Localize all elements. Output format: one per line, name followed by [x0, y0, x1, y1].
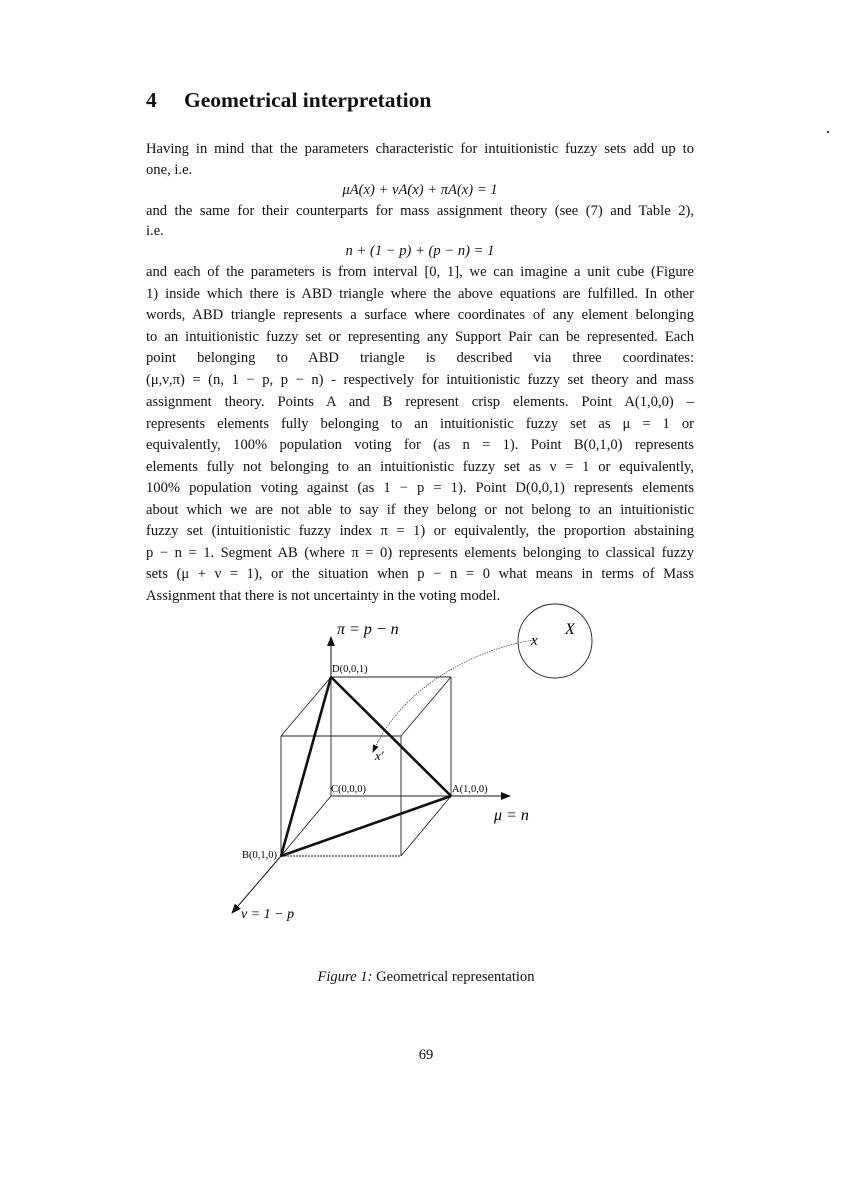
paragraph-line: one, i.e.	[146, 162, 193, 178]
element-label-x: x	[531, 633, 538, 649]
paragraph-line: fuzzy set (intuitionistic fuzzy index π = 1) or equivalently, the proportion abstaining	[146, 523, 694, 539]
paragraph-line: elements fully not belonging to an intuitionistic fuzzy set as ν = 1 or equivalently,	[146, 458, 694, 475]
caption-prefix: Figure 1:	[317, 969, 373, 985]
paragraph-line: assignment theory. Points A and B represent crisp elements. Point A(1,0,0) –	[146, 394, 694, 410]
mapping-curve	[373, 640, 534, 752]
caption-text: Geometrical representation	[376, 969, 535, 985]
axis-label-mu: μ = n	[494, 807, 529, 824]
paragraph-line: and the same for their counterparts for mass assignment theory (see (7) and Table 2),	[146, 203, 694, 219]
paragraph-line: point belonging to ABD triangle is described via three coordinates:	[146, 350, 694, 366]
section-number: 4	[146, 88, 157, 112]
paragraph-line: and each of the parameters is from interval [0, 1], we can imagine a unit cube (Figure	[146, 264, 694, 280]
triangle-edge-DA	[331, 677, 451, 796]
paragraph-line: words, ABD triangle represents a surface where coordinates of any element belonging	[146, 307, 694, 323]
nu-axis	[232, 856, 281, 913]
axis-label-nu: ν = 1 − p	[241, 907, 295, 922]
paragraph-line: to an intuitionistic fuzzy set or representing any Support Pair can be represented. Each	[146, 328, 694, 345]
paragraph-line: equivalently, 100% population voting for (as n = 1). Point B(0,1,0) represents	[146, 437, 694, 453]
paragraph-line: sets (μ + ν = 1), or the situation when p − n = 0 what means in terms of Mass	[146, 566, 694, 582]
paragraph-line: i.e.	[146, 223, 164, 239]
paragraph-line: 100% population voting against (as 1 − p = 1). Point D(0,0,1) represents elements	[146, 480, 694, 496]
point-label-A: A(1,0,0)	[452, 784, 488, 795]
page-number: 69	[418, 1047, 434, 1063]
paragraph-line: Assignment that there is not uncertainty in the voting model.	[146, 587, 501, 604]
point-label-B: B(0,1,0)	[242, 850, 277, 861]
equation-2-text: n + (1 − p) + (p − n) = 1	[345, 243, 495, 259]
set-label-X: X	[565, 621, 575, 638]
image-label-x-prime: x'	[375, 748, 384, 763]
triangle-edge-DB	[281, 677, 331, 856]
paragraph-line: p − n = 1. Segment AB (where π = 0) represents elements belonging to classical fuzzy	[146, 544, 694, 561]
section-title: Geometrical interpretation	[184, 88, 432, 112]
paragraph-line: represents elements fully belonging to an intuitionistic fuzzy set as μ = 1 or	[146, 415, 694, 432]
paragraph-line: (μ,ν,π) = (n, 1 − p, p − n) - respectively for intuitionistic fuzzy set theory and mass	[146, 372, 694, 388]
axis-label-pi: π = p − n	[337, 621, 399, 638]
paragraph-line: 1) inside which there is ABD triangle where the above equations are fulfilled. In other	[146, 285, 694, 302]
point-label-D: D(0,0,1)	[332, 664, 368, 675]
paragraph-line: Having in mind that the parameters characteristic for intuitionistic fuzzy sets add up to	[146, 141, 694, 157]
paragraph-line: about which we are not able to say if they belong or not belong to an intuitionistic	[146, 501, 694, 518]
equation-1-text: μA(x) + νA(x) + πA(x) = 1	[342, 182, 498, 198]
figure-caption	[146, 969, 706, 986]
point-label-C: C(0,0,0)	[331, 784, 366, 795]
